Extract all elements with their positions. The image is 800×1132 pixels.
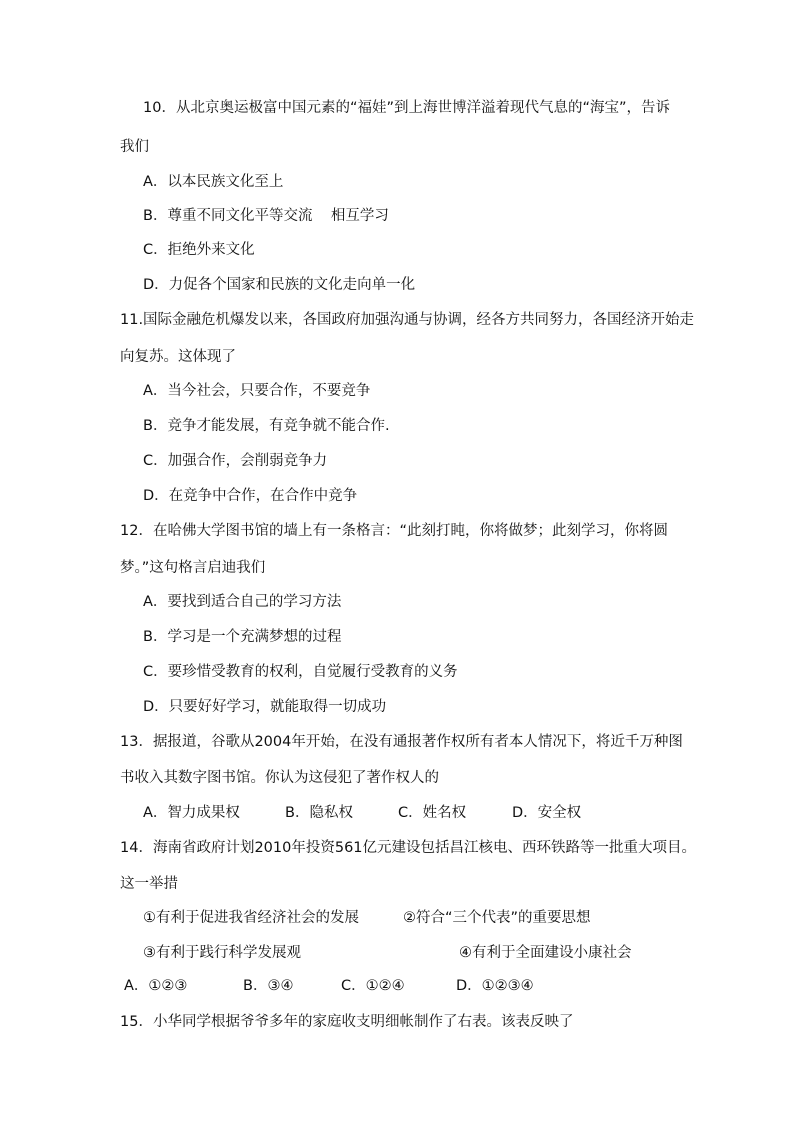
question-13-stem-line-1: 13．据报道，谷歌从2004年开始，在没有通报著作权所有者本人情况下，将近千万种图 bbox=[120, 734, 683, 750]
question-14-statement-2: ②符合“三个代表”的重要思想 bbox=[403, 910, 591, 926]
question-14-stem-line-2: 这一举措 bbox=[120, 876, 178, 892]
question-13-option-a: A．智力成果权 bbox=[143, 805, 240, 821]
question-14-statement-3: ③有利于践行科学发展观 bbox=[143, 945, 301, 961]
question-11-stem-line-2: 向复苏。这体现了 bbox=[120, 349, 236, 365]
question-12-stem-line-2: 梦。”这句格言启迪我们 bbox=[120, 560, 266, 576]
question-12-option-c: C．要珍惜受教育的权利，自觉履行受教育的义务 bbox=[143, 664, 458, 680]
question-10-option-c: C．拒绝外来文化 bbox=[143, 242, 255, 258]
question-11-option-a: A．当今社会，只要合作，不要竞争 bbox=[143, 383, 371, 399]
question-14-option-d: D．①②③④ bbox=[456, 978, 534, 994]
question-13-option-c: C．姓名权 bbox=[398, 805, 467, 821]
question-10-option-d: D．力促各个国家和民族的文化走向单一化 bbox=[143, 277, 416, 293]
question-12-option-d: D．只要好好学习，就能取得一切成功 bbox=[143, 699, 387, 715]
question-10-stem-line-1: 10．从北京奥运极富中国元素的“福娃”到上海世博洋溢着现代气息的“海宝”，告诉 bbox=[143, 100, 670, 116]
question-15-stem-line-1: 15．小华同学根据爷爷多年的家庭收支明细帐制作了右表。该表反映了 bbox=[120, 1014, 574, 1030]
question-12-option-a: A．要找到适合自己的学习方法 bbox=[143, 594, 342, 610]
question-11-option-d: D．在竞争中合作，在合作中竞争 bbox=[143, 488, 358, 504]
question-12-option-b: B．学习是一个充满梦想的过程 bbox=[143, 629, 342, 645]
question-13-option-b: B．隐私权 bbox=[285, 805, 353, 821]
question-14-statement-4: ④有利于全面建设小康社会 bbox=[459, 945, 632, 961]
question-13-stem-line-2: 书收入其数字图书馆。你认为这侵犯了著作权人的 bbox=[120, 770, 439, 786]
question-10-option-b: B．尊重不同文化平等交流 相互学习 bbox=[143, 208, 389, 224]
question-14-option-a: A．①②③ bbox=[124, 978, 188, 994]
question-14-option-c: C．①②④ bbox=[341, 978, 405, 994]
question-14-option-b: B．③④ bbox=[243, 978, 294, 994]
question-11-option-c: C．加强合作，会削弱竞争力 bbox=[143, 453, 328, 469]
question-10-stem-line-2: 我们 bbox=[120, 139, 149, 155]
question-11-stem-line-1: 11.国际金融危机爆发以来，各国政府加强沟通与协调，经各方共同努力，各国经济开始走 bbox=[120, 312, 695, 328]
question-13-option-d: D．安全权 bbox=[512, 805, 582, 821]
question-10-option-a: A．以本民族文化至上 bbox=[143, 174, 284, 190]
question-11-option-b: B．竞争才能发展，有竞争就不能合作. bbox=[143, 418, 390, 434]
question-14-statement-1: ①有利于促进我省经济社会的发展 bbox=[143, 910, 359, 926]
question-12-stem-line-1: 12．在哈佛大学图书馆的墙上有一条格言：“此刻打盹，你将做梦；此刻学习，你将圆 bbox=[120, 523, 668, 539]
question-14-stem-line-1: 14．海南省政府计划2010年投资561亿元建设包括昌江核电、西环铁路等一批重大项目。 bbox=[120, 840, 697, 856]
